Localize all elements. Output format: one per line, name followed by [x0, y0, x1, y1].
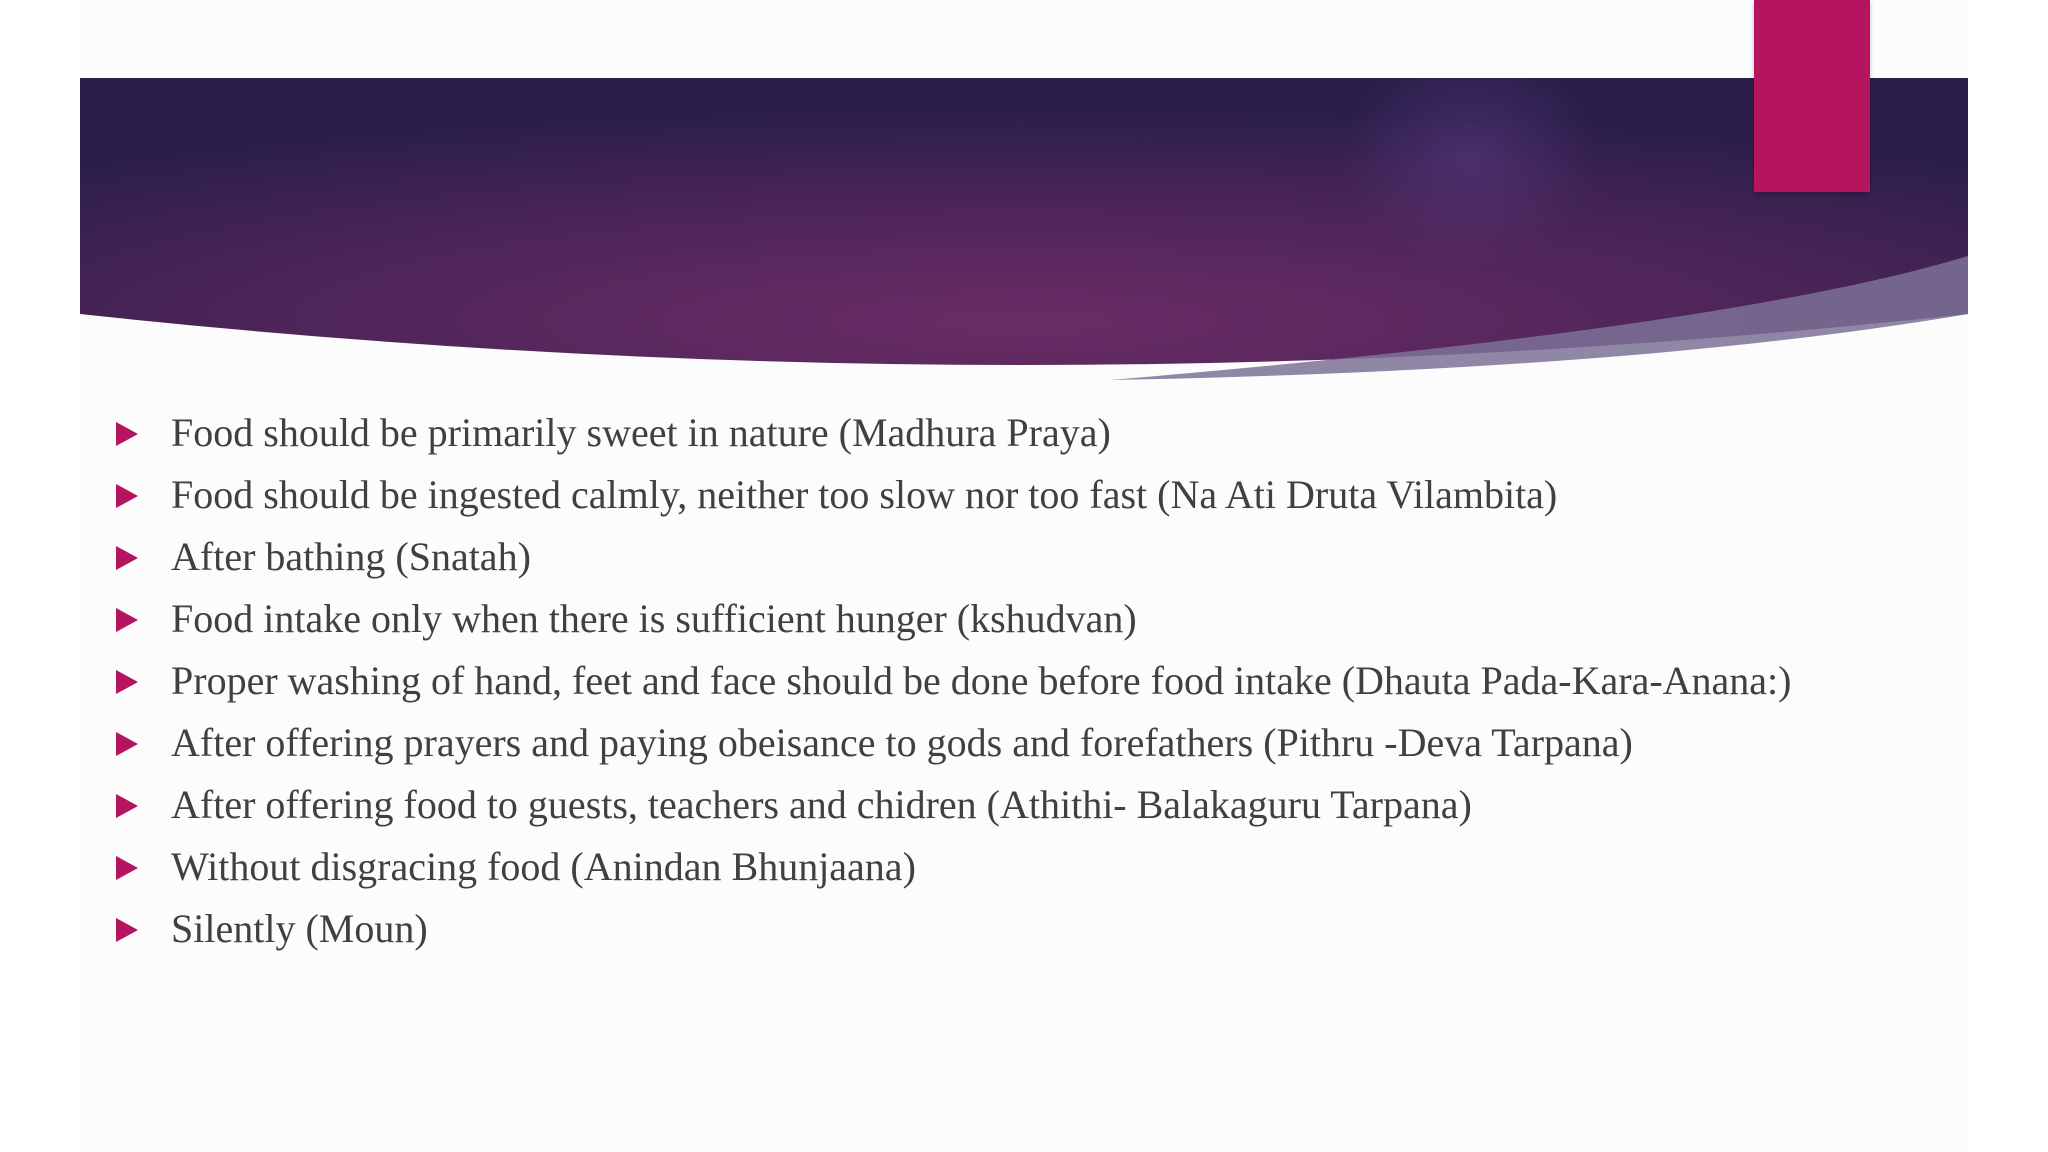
triangle-right-icon — [116, 546, 138, 570]
bullet-item — [112, 660, 1812, 701]
title-banner — [80, 78, 1968, 384]
bullet-item — [112, 784, 1812, 825]
bullet-item — [112, 536, 1812, 577]
bullet-text: After offering prayers and paying obeisance to gods and forefathers (Pithru -Deva Tarpana) — [171, 720, 1633, 765]
bullet-text: Food should be ingested calmly, neither too slow nor too fast (Na Ati Druta Vilambita) — [171, 472, 1558, 517]
bullet-text: Without disgracing food (Anindan Bhunjaana) — [171, 844, 916, 889]
bullet-text: After offering food to guests, teachers and chidren (Athithi- Balakaguru Tarpana) — [171, 782, 1472, 827]
triangle-right-icon — [116, 608, 138, 632]
accent-tab — [1754, 0, 1870, 192]
bullet-text: After bathing (Snatah) — [171, 534, 531, 579]
triangle-right-icon — [116, 484, 138, 508]
triangle-right-icon — [116, 794, 138, 818]
bullet-text: Food should be primarily sweet in nature (Madhura Praya) — [171, 410, 1111, 455]
bullet-item — [112, 722, 1812, 763]
triangle-right-icon — [116, 732, 138, 756]
banner-graphic — [80, 78, 1968, 384]
triangle-right-icon — [116, 856, 138, 880]
bullet-item — [112, 846, 1812, 887]
bullet-list — [112, 412, 1812, 970]
bullet-text: Silently (Moun) — [171, 906, 428, 951]
triangle-right-icon — [116, 918, 138, 942]
bullet-item — [112, 908, 1812, 949]
bullet-item — [112, 412, 1812, 453]
triangle-right-icon — [116, 422, 138, 446]
bullet-item — [112, 474, 1812, 515]
bullet-item — [112, 598, 1812, 639]
triangle-right-icon — [116, 670, 138, 694]
bullet-text: Proper washing of hand, feet and face should be done before food intake (Dhauta Pada-Kara-Anana:) — [171, 658, 1792, 703]
bullet-text: Food intake only when there is sufficient hunger (kshudvan) — [171, 596, 1137, 641]
